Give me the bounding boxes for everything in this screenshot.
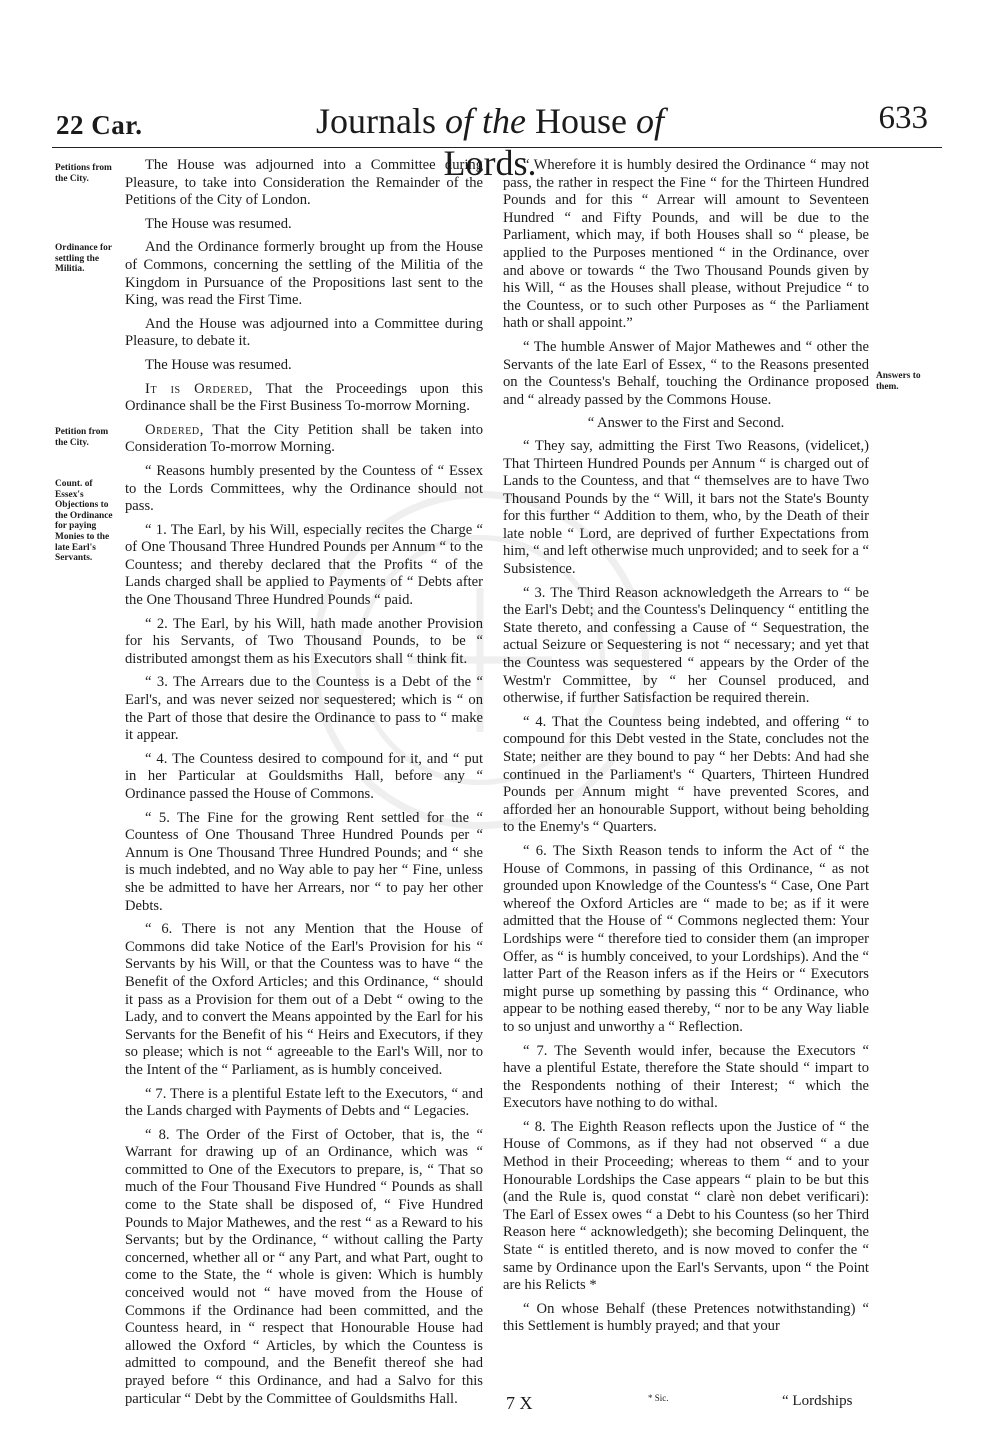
answer-7: “ 7. The Seventh would infer, because the Executors “ have a plentiful Estate, therefore the State should “ impart to the Respondents nothing of their Interest; “ which the Executors have nothing to do withal.	[503, 1042, 869, 1112]
page-footer	[0, 1393, 992, 1417]
catchword: “ Lordships	[782, 1393, 853, 1409]
page-number: 633	[878, 100, 928, 136]
answer-8: “ 8. The Eighth Reason reflects upon the Justice of “ the House of Commons, as if they had not observed “ a due Method in their Proceeding; whereas to them “ and to your Honourable Lordships the Case appears “ plain to be but this (and the Rule is, quod constat “ clarè non debet verificari): The Earl of Essex owes “ a Debt to his Countess (so her Third Reason here “ acknowledgeth); she becoming Delinquent, the State “ is entitled thereto, and is now moved to confer the “ same by Ordinance upon the Earl's Servants, upon “ the Point are his Relicts *	[503, 1118, 869, 1294]
paragraph-committee: The House was adjourned into a Committee during Pleasure, to take into Consideration the Remainder of the Petitions of the City of London.	[125, 157, 483, 209]
reason-1: “ 1. The Earl, by his Will, especially recites the Charge “ of One Thousand Three Hundred Pounds per Annum “ to the Countess; and thereby declared that the Profits “ of the Lands charged shall be applied to Payments of “ Debts after the One Thousand Three Hundred Pounds “ paid.	[125, 521, 483, 609]
right-column	[503, 157, 869, 1342]
paragraph-ordinance-read: And the Ordinance formerly brought up from the House of Commons, concerning the settling of the Militia of the Kingdom in Pursuance of the Propositions last sent to the King, was read the First Time.	[125, 239, 483, 309]
margin-note-petition-city: Petition from the City.	[55, 427, 109, 448]
paragraph-resumed-2: The House was resumed.	[145, 356, 292, 373]
answer-1-2: “ They say, admitting the First Two Reasons, (videlicet,) That Thirteen Hundred Pounds per Annum “ is charged out of Lands to the Countess, and that “ themselves are to have Two Thousand Pounds by the “ Will, it bars not the State's Bounty for this further “ Addition to them, who, by the Death of their late noble “ Lord, are deprived of further Expectations from him, “ and left otherwise much unprovided; and to seek for a “ Subsistence.	[503, 437, 869, 578]
answer-6: “ 6. The Sixth Reason tends to inform the Act of “ the House of Commons, in passing of this Ordinance, “ as not grounded upon Knowledge of the Countess's “ Case, One Part whereof the Oxford Articles are “ made to be; as if it were admitted that the House of “ Commons neglected them: Your Lordships were “ therefore tied to consider them (an improper Offer, as “ is humbly conceived, to your Lordships). And the “ latter Part of the Reason infers as if the Heirs or “ Executors might purse up something by passing this “ Ordinance, who appear to be nothing eased thereby, “ nor to be any Way liable to so unjust and unworthy a “ Reflection.	[503, 842, 869, 1035]
reason-4: “ 4. The Countess desired to compound for it, and “ put in her Particular at Gouldsmiths Hall, before any “ Ordinance passed the House of Commons.	[125, 750, 483, 802]
signature-mark: 7 X	[506, 1393, 533, 1413]
margin-note-ordinance-militia: Ordinance for settling the Militia.	[55, 243, 112, 275]
reason-6: “ 6. There is not any Mention that the House of Commons did take Notice of the Earl's Provision for his “ Servants by his Will, or that the Countess was to have “ the Benefit of the Oxford Articles; and this Ordinance, “ should it pass as a Provision for them out of a Debt “ owing to the Lady, and to convert the Means appointed by the Earl for his Servants for the Benefit of his “ Heirs and Executors, if they so please; which is not “ agreeable to the Earl's Will, nor to the Intent of the “ Parliament, as is humbly conceived.	[125, 921, 483, 1078]
reason-2: “ 2. The Earl, by his Will, hath made another Provision for his Servants, of Two Thousand Pounds, to be “ distributed amongst them as his Executors shall “ think fit.	[125, 615, 483, 667]
margin-note-answers: Answers to them.	[876, 371, 921, 392]
journal-title: Journals of the House of Lords.	[316, 101, 664, 183]
margin-note-countess-objections: Count. of Essex's Objections to the Ordinance for paying Monies to the late Earl's Servants.	[55, 479, 113, 564]
answer-4: “ 4. That the Countess being indebted, and offering “ to compound for this Debt vested in the State, concludes not the State; neither are they bound to pay “ her Debts: And had she continued in the Parliament's “ Quarters, Thirteen Hundred Pounds per Annum might “ have prevented Scores, and afforded her an honourable Support, without being beholding to the Enemy's “ Quarters.	[503, 713, 869, 836]
regnal-year: 22 Car.	[56, 110, 143, 140]
reason-7: “ 7. There is a plentiful Estate left to the Executors, “ and the Lands charged with Payments of Debts and “ Legacies.	[125, 1085, 483, 1120]
left-column	[125, 157, 483, 1414]
answer-continuation: “ On whose Behalf (these Pretences notwithstanding) “ this Settlement is humbly prayed; and that your	[503, 1300, 869, 1335]
paragraph-order-proceedings: It is Ordered, That the Proceedings upon this Ordinance shall be the First Business To-morrow Morning.	[125, 380, 483, 415]
reasons-conclusion: “ Wherefore it is humbly desired the Ordinance “ may not pass, the rather in respect the Fine “ for the Thirteen Hundred Pounds and for this “ Arrear will amount to Seventeen Hundred “ and Fifty Pounds, and will be due to the Parliament, which may, if both Houses shall so “ please, be applied to the Purposes mentioned “ in the Ordinance, over and above or towards “ the Two Thousand Pounds given by his Will, “ as the Houses shall please, without Prejudice “ to the Countess, or to such other Purposes as “ the Parliament hath or shall appoint.”	[503, 157, 869, 332]
reason-8: “ 8. The Order of the First of October, that is, the “ Warrant for drawing up of an Ordinance, which was “ committed to One of the Executors to prepare, is, “ That so much of the Four Thousand Five Hundred “ Pounds as shall come to the State shall be disposed of, “ Five Hundred Pounds to Major Mathewes, and the rest “ as a Reward to his Servants; but by the Ordinance, “ without calling the Party concerned, whether all or “ any Part, and what Part, ought to come to the State, the “ whole is given: Which is humbly conceived would not “ have moved from the House of Commons if the Ordinance had been committed, and the Countess heard, in “ respect that Honourable House had allowed the Oxford “ Articles, by which the Countess is admitted to compound, and the Benefit thereof she had prayed before “ this Ordinance, and had a Salvo for this particular “ Debt by the Committee of Gouldsmiths Hall.	[125, 1126, 483, 1407]
reasons-title: “ Reasons humbly presented by the Countess of “ Essex to the Lords Committees, why the Ordinance should not pass.	[125, 462, 483, 515]
answer-heading: “ Answer to the First and Second.	[587, 415, 785, 432]
footnote-sic: * Sic.	[648, 1393, 669, 1403]
margin-note-petitions-city: Petitions from the City.	[55, 163, 112, 184]
paragraph-resumed: The House was resumed.	[145, 215, 292, 232]
paragraph-order-city-petition: Ordered, That the City Petition shall be taken into Consideration To-morrow Morning.	[125, 421, 483, 456]
paragraph-adjourned: And the House was adjourned into a Committee during Pleasure, to debate it.	[125, 315, 483, 350]
answer-3: “ 3. The Third Reason acknowledgeth the Arrears to “ be the Earl's Debt; and the Countess's Delinquency “ entitling the State thereto, and confessing a Cause of “ Sequestration, the actual Seizure or Sequestering is not “ necessary; and yet that the Countess was sequestered “ appears by the Order of the Westm'r Committee, by “ her Counsel produced, and otherwise, if further Satisfaction be required therein.	[503, 584, 869, 707]
header-rule	[52, 147, 942, 148]
answer-title: “ The humble Answer of Major Mathewes and “ other the Servants of the late Earl of Essex, “ to the Reasons presented on the Countess's Behalf, touching the Ordinance proposed and “ already passed by the Commons House.	[503, 338, 869, 408]
reason-3: “ 3. The Arrears due to the Countess is a Debt of the “ Earl's, and was never seized nor sequestered; which is “ on the Part of those that desire the Ordinance to pass to “ make it appear.	[125, 674, 483, 744]
reason-5: “ 5. The Fine for the growing Rent settled for the “ Countess of One Thousand Three Hundred Pounds per “ Annum is One Thousand Three Hundred Pounds; and “ she is much indebted, and no Way able to pay her “ Fine, unless she be admitted to have her Arrears, nor “ to pay her other Debts.	[125, 809, 483, 914]
